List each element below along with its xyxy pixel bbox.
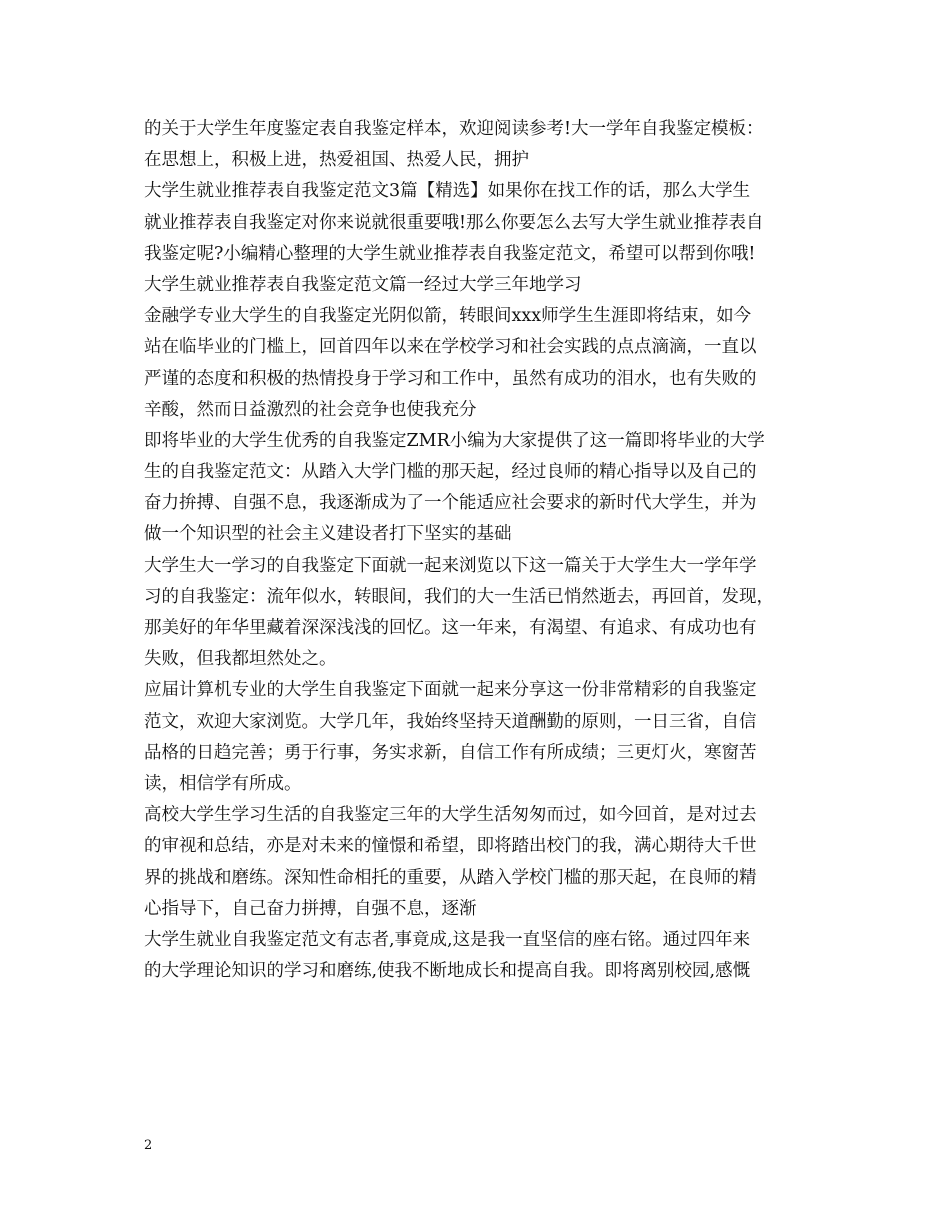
text-line: 辛酸，然而日益激烈的社会竞争也使我充分 (144, 399, 477, 420)
text-line: 界的挑战和磨练。深知性命相托的重要，从踏入学校门槛的那天起，在良师的精 (144, 867, 757, 888)
text-line: 习的自我鉴定：流年似水，转眼间，我们的大一生活已悄然逝去，再回首，发现， (144, 586, 774, 607)
text-line: 的大学理论知识的学习和磨练,使我不断地成长和提高自我。即将离别校园,感慨 (144, 961, 751, 982)
text-line: 范文，欢迎大家浏览。大学几年，我始终坚持天道酬勤的原则，一日三省，自信 (144, 711, 757, 732)
text-line: 大学生就业推荐表自我鉴定范文3篇【精选】如果你在找工作的话，那么大学生 (144, 181, 751, 202)
text-line: 奋力拚搏、自强不息，我逐渐成为了一个能适应社会要求的新时代大学生，并为 (144, 493, 757, 514)
text-line: 那美好的年华里藏着深深浅浅的回忆。这一年来，有渴望、有追求、有成功也有 (144, 618, 757, 638)
text-line: 我鉴定呢?小编精心整理的大学生就业推荐表自我鉴定范文，希望可以帮到你哦! (144, 243, 756, 264)
text-line: 生的自我鉴定范文：从踏入大学门槛的那天起，经过良师的精心指导以及自己的 (144, 462, 757, 483)
text-line: 心指导下，自己奋力拼搏，自强不息，逐渐 (144, 898, 477, 919)
text-line: 就业推荐表自我鉴定对你来说就很重要哦!那么你要怎么去写大学生就业推荐表自 (144, 212, 764, 233)
text-line: 读，相信学有所成。 (144, 773, 302, 794)
text-line: 大学生就业推荐表自我鉴定范文篇一经过大学三年地学习 (144, 274, 582, 295)
text-line: 在思想上，积极上进，热爱祖国、热爱人民，拥护 (144, 150, 529, 171)
text-line: 做一个知识型的社会主义建设者打下坚实的基础 (144, 524, 512, 545)
document-body (144, 114, 824, 987)
text-line: 大学生就业自我鉴定范文有志者,事竟成,这是我一直坚信的座右铭。通过四年来 (144, 929, 751, 950)
text-line: 失败，但我都坦然处之。 (144, 649, 337, 670)
text-line: 严谨的态度和积极的热情投身于学习和工作中，虽然有成功的泪水，也有失败的 (144, 368, 757, 389)
page-number: 2 (144, 1138, 153, 1153)
text-line: 站在临毕业的门槛上，回首四年以来在学校学习和社会实践的点点滴滴，一直以 (144, 337, 757, 358)
text-line: 的审视和总结，亦是对未来的憧憬和希望，即将踏出校门的我，满心期待大千世 (144, 836, 757, 857)
text-line: 的关于大学生年度鉴定表自我鉴定样本，欢迎阅读参考!大一学年自我鉴定模板： (144, 119, 764, 139)
text-line: 高校大学生学习生活的自我鉴定三年的大学生活匆匆而过，如今回首，是对过去 (144, 805, 757, 826)
text-line: 品格的日趋完善；勇于行事，务实求新，自信工作有所成绩；三更灯火，寒窗苦 (144, 742, 757, 763)
text-line: 应届计算机专业的大学生自我鉴定下面就一起来分享这一份非常精彩的自我鉴定 (144, 680, 757, 701)
text-line: 大学生大一学习的自我鉴定下面就一起来浏览以下这一篇关于大学生大一学年学 (144, 555, 757, 576)
text-line: 金融学专业大学生的自我鉴定光阴似箭，转眼间xxx师学生生涯即将结束，如今 (144, 306, 752, 327)
text-line: 即将毕业的大学生优秀的自我鉴定ZMR小编为大家提供了这一篇即将毕业的大学 (144, 430, 765, 451)
